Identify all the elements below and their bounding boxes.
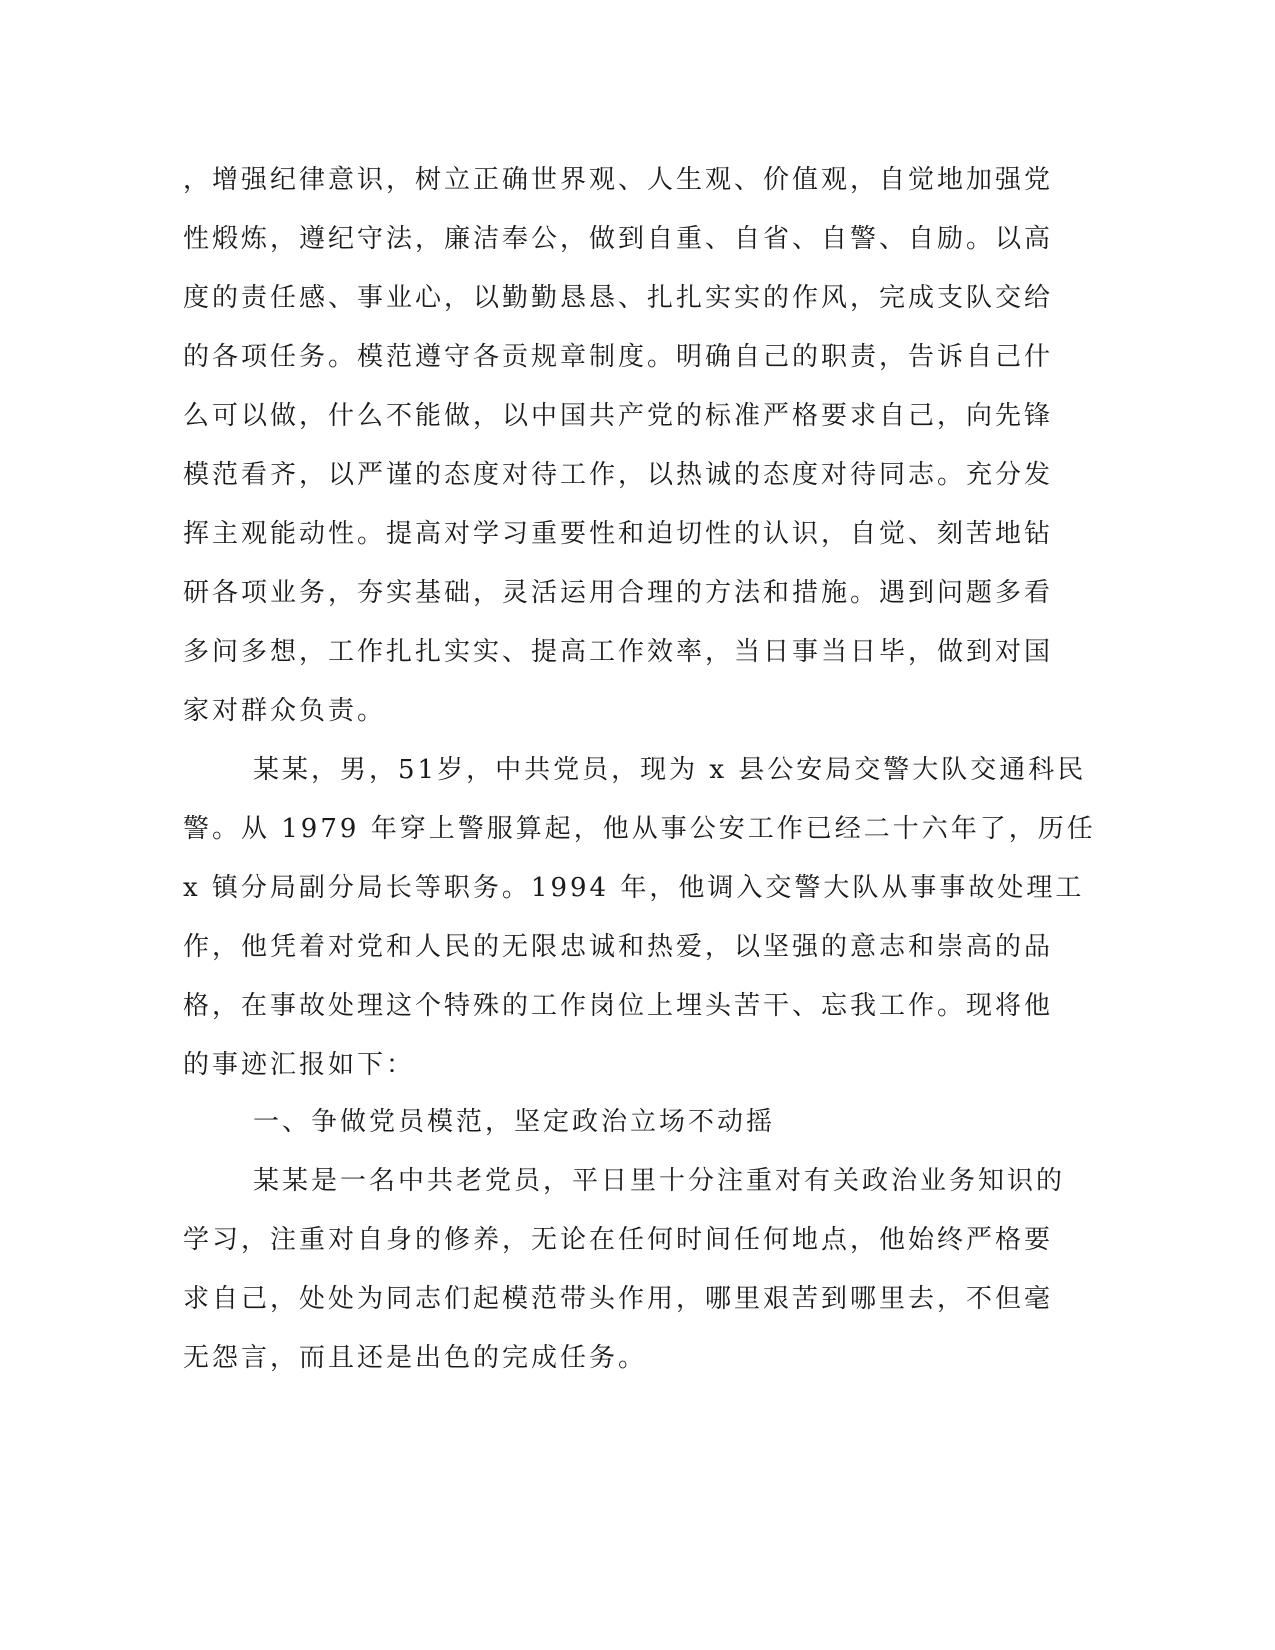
paragraph-1-line-2: 性煅炼，遵纪守法，廉洁奉公，做到自重、自省、自警、自励。以高 [183, 224, 1054, 254]
paragraph-1-line-7: 挥主观能动性。提高对学习重要性和迫切性的认识，自觉、刻苦地钻 [183, 519, 1054, 549]
paragraph-1-line-1: ，增强纪律意识，树立正确世界观、人生观、价值观，自觉地加强党 [183, 165, 1054, 195]
paragraph-1-line-8: 研各项业务，夯实基础，灵活运用合理的方法和措施。遇到问题多看 [183, 578, 1054, 608]
paragraph-3-line-2: 学习，注重对自身的修养，无论在任何时间任何地点，他始终严格要 [183, 1225, 1054, 1255]
section-heading: 一、争做党员模范，坚定政治立场不动摇 [253, 1107, 776, 1137]
paragraph-2-line-6: 的事迹汇报如下： [183, 1050, 416, 1080]
paragraph-2-line-5: 格，在事故处理这个特殊的工作岗位上埋头苦干、忘我工作。现将他 [183, 991, 1054, 1021]
paragraph-2-line-1: 某某，男，51岁，中共党员，现为 x 县公安局交警大队交通科民 [253, 755, 1087, 785]
paragraph-1-line-3: 度的责任感、事业心，以勤勤恳恳、扎扎实实的作风，完成支队交给 [183, 283, 1054, 313]
paragraph-1-line-10: 家对群众负责。 [183, 696, 387, 726]
paragraph-2-line-2: 警。从 1979 年穿上警服算起，他从事公安工作已经二十六年了，历任 [183, 814, 1096, 844]
paragraph-1-line-6: 模范看齐，以严谨的态度对待工作，以热诚的态度对待同志。充分发 [183, 460, 1054, 490]
paragraph-1-line-9: 多问多想，工作扎扎实实、提高工作效率，当日事当日毕，做到对国 [183, 637, 1054, 667]
paragraph-3-line-4: 无怨言，而且还是出色的完成任务。 [183, 1343, 648, 1373]
paragraph-1-line-4: 的各项任务。模范遵守各贡规章制度。明确自己的职责，告诉自己什 [183, 342, 1054, 372]
paragraph-3-line-3: 求自己，处处为同志们起模范带头作用，哪里艰苦到哪里去，不但毫 [183, 1284, 1054, 1314]
paragraph-1-line-5: 么可以做，什么不能做，以中国共产党的标准严格要求自己，向先锋 [183, 401, 1054, 431]
paragraph-2-line-4: 作，他凭着对党和人民的无限忠诚和热爱，以坚强的意志和崇高的品 [183, 932, 1054, 962]
paragraph-2-line-3: x 镇分局副分局长等职务。1994 年，他调入交警大队从事事故处理工 [183, 873, 1085, 903]
paragraph-3-line-1: 某某是一名中共老党员，平日里十分注重对有关政治业务知识的 [253, 1166, 1066, 1196]
